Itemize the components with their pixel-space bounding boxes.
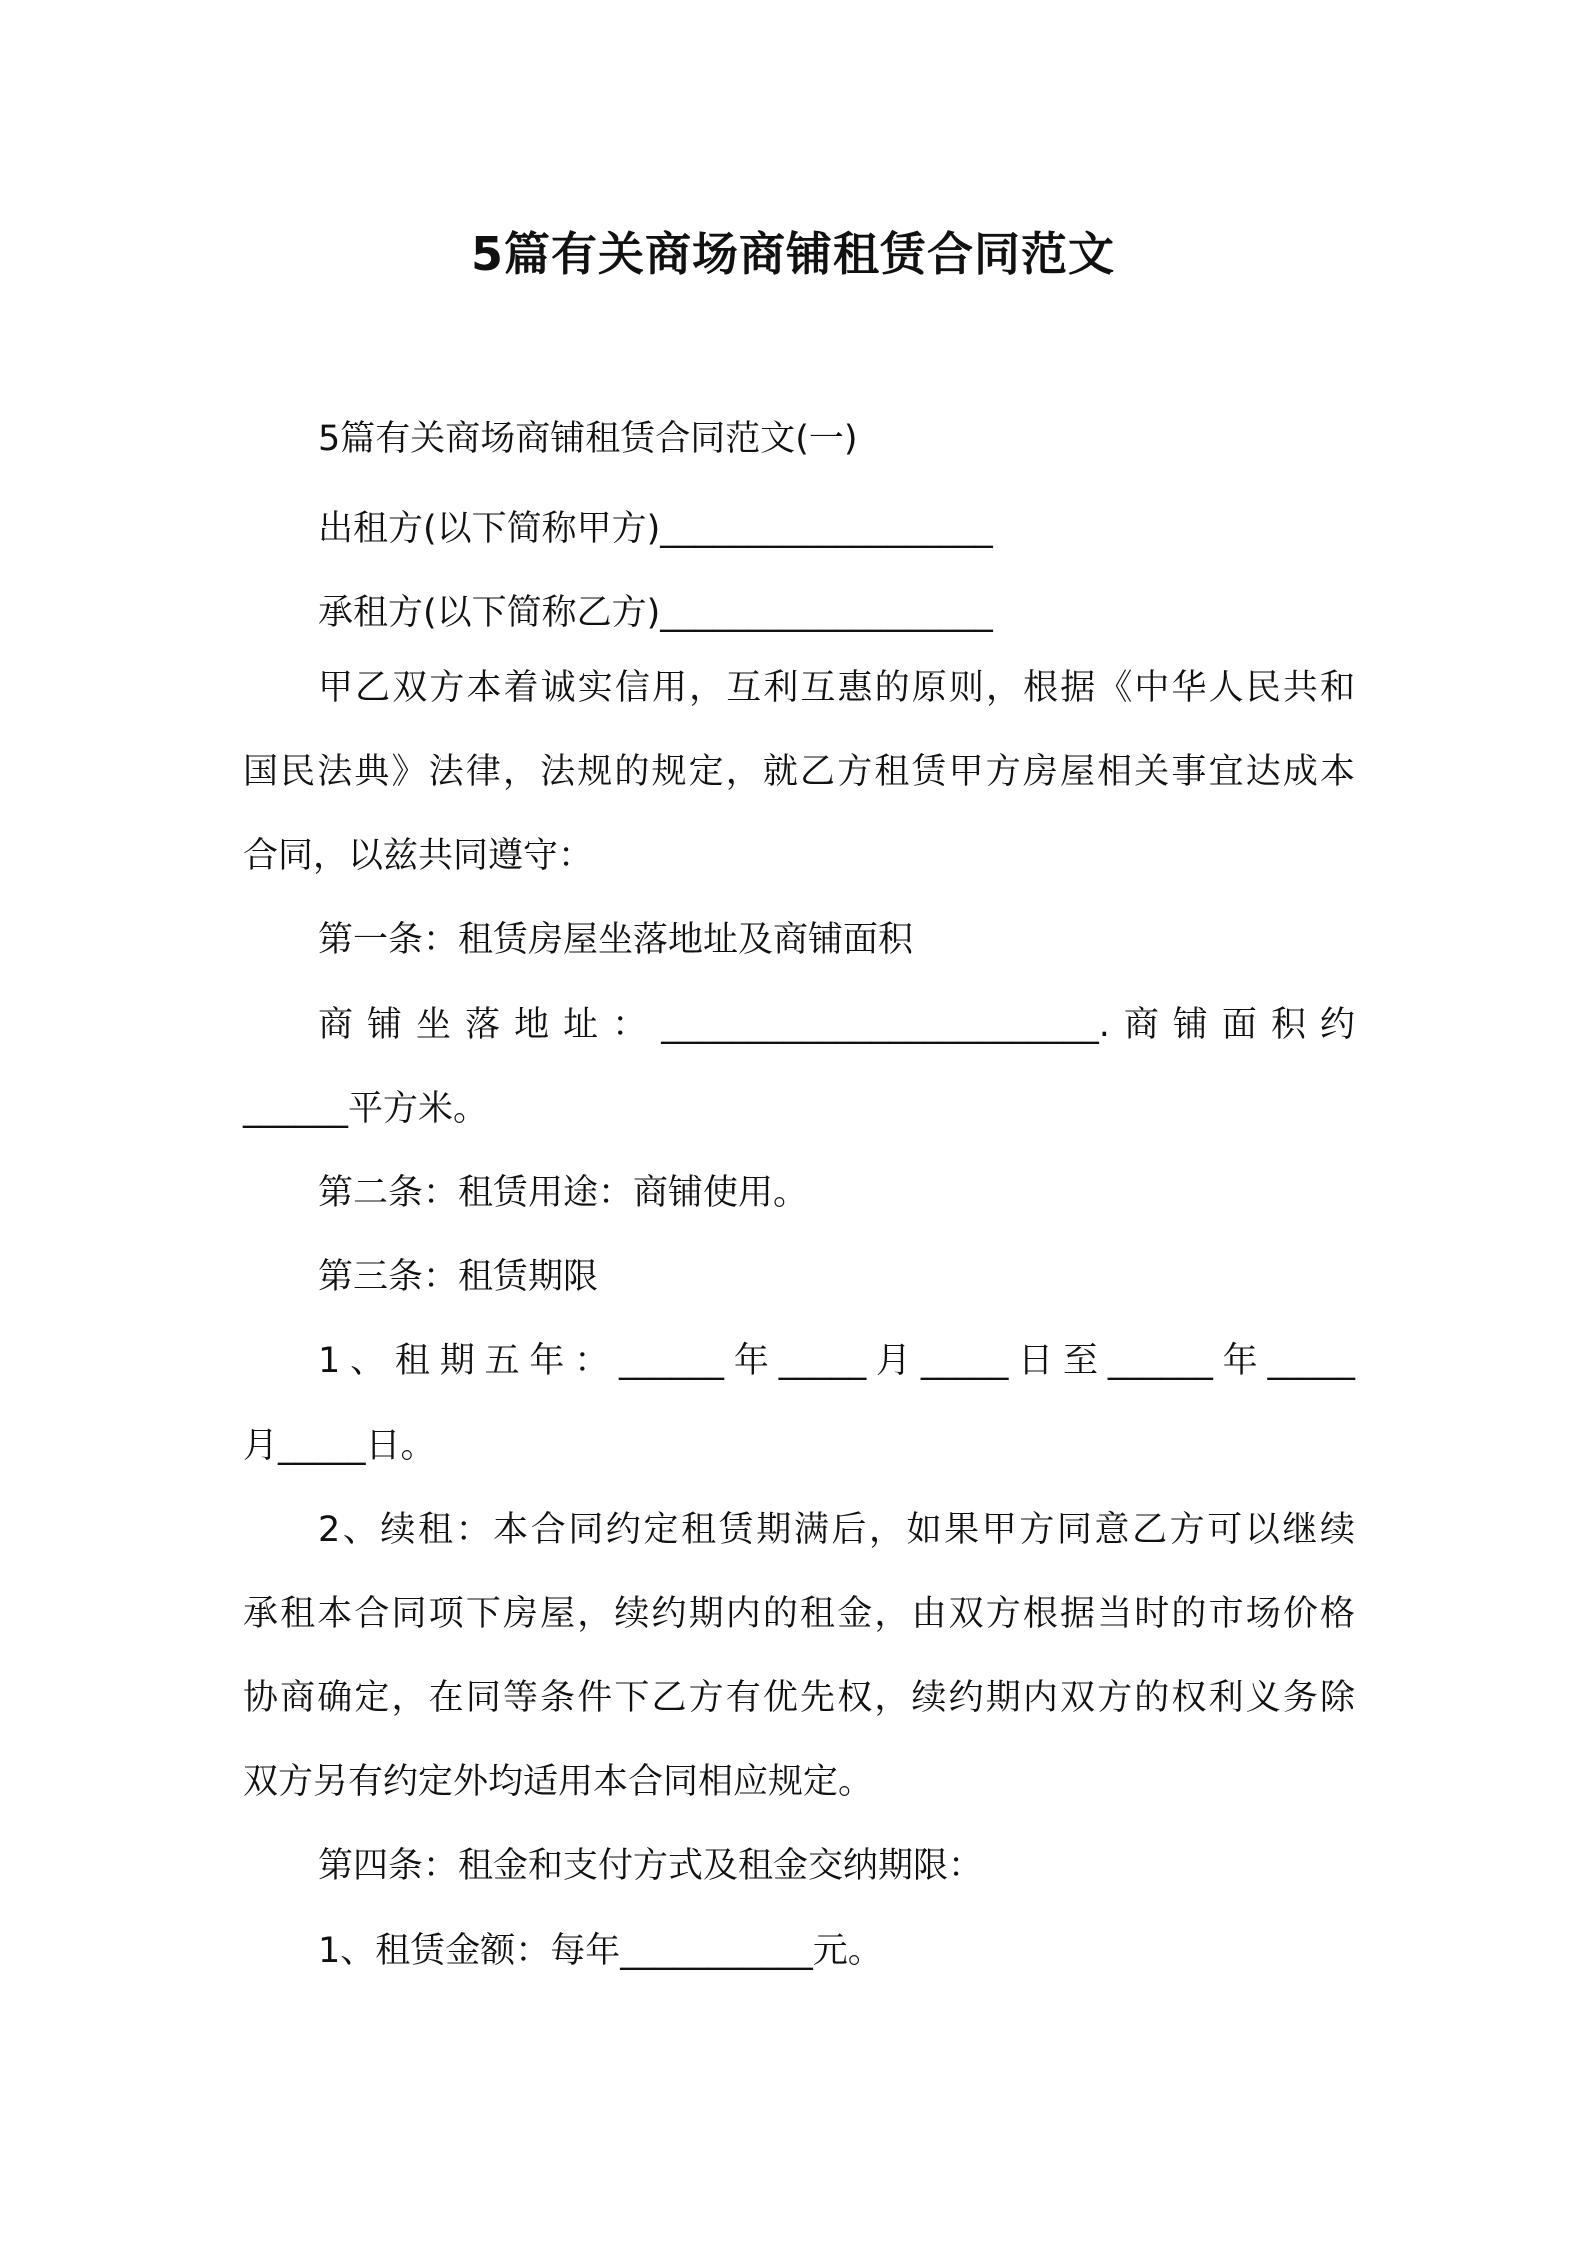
document-title: 5篇有关商场商铺租赁合同范文 bbox=[470, 227, 1115, 281]
article-heading: 第四条：租金和支付方式及租金交纳期限： bbox=[318, 1846, 984, 1886]
paragraph-line: 1、租期五年：______年_____月_____日至______年_____ bbox=[318, 1341, 1355, 1381]
paragraph-line: 承租本合同项下房屋，续约期内的租金，由双方根据当时的市场价格 bbox=[243, 1594, 1355, 1634]
article-heading: 第二条：租赁用途：商铺使用。 bbox=[318, 1173, 809, 1213]
section-heading: 5篇有关商场商铺租赁合同范文(一) bbox=[318, 419, 858, 459]
paragraph-line: 商铺坐落地址：_________________________.商铺面积约 bbox=[318, 1005, 1355, 1045]
lessor-line: 出租方(以下简称甲方)___________________ bbox=[318, 509, 993, 549]
paragraph-line: 2、续租：本合同约定租赁期满后，如果甲方同意乙方可以继续 bbox=[318, 1510, 1355, 1550]
paragraph-line: 月_____日。 bbox=[243, 1426, 436, 1466]
paragraph-line: 甲乙双方本着诚实信用，互利互惠的原则，根据《中华人民共和 bbox=[318, 668, 1355, 708]
paragraph-line: 1、租赁金额：每年___________元。 bbox=[318, 1931, 883, 1971]
paragraph-line: 国民法典》法律，法规的规定，就乙方租赁甲方房屋相关事宜达成本 bbox=[243, 752, 1355, 792]
paragraph-line: 双方另有约定外均适用本合同相应规定。 bbox=[243, 1762, 874, 1802]
lessee-line: 承租方(以下简称乙方)___________________ bbox=[318, 593, 993, 633]
article-heading: 第一条：租赁房屋坐落地址及商铺面积 bbox=[318, 920, 914, 960]
paragraph-line: ______平方米。 bbox=[243, 1089, 489, 1129]
article-heading: 第三条：租赁期限 bbox=[318, 1257, 599, 1297]
paragraph-line: 协商确定，在同等条件下乙方有优先权，续约期内双方的权利义务除 bbox=[243, 1678, 1355, 1718]
paragraph-line: 合同，以兹共同遵守： bbox=[243, 836, 594, 876]
